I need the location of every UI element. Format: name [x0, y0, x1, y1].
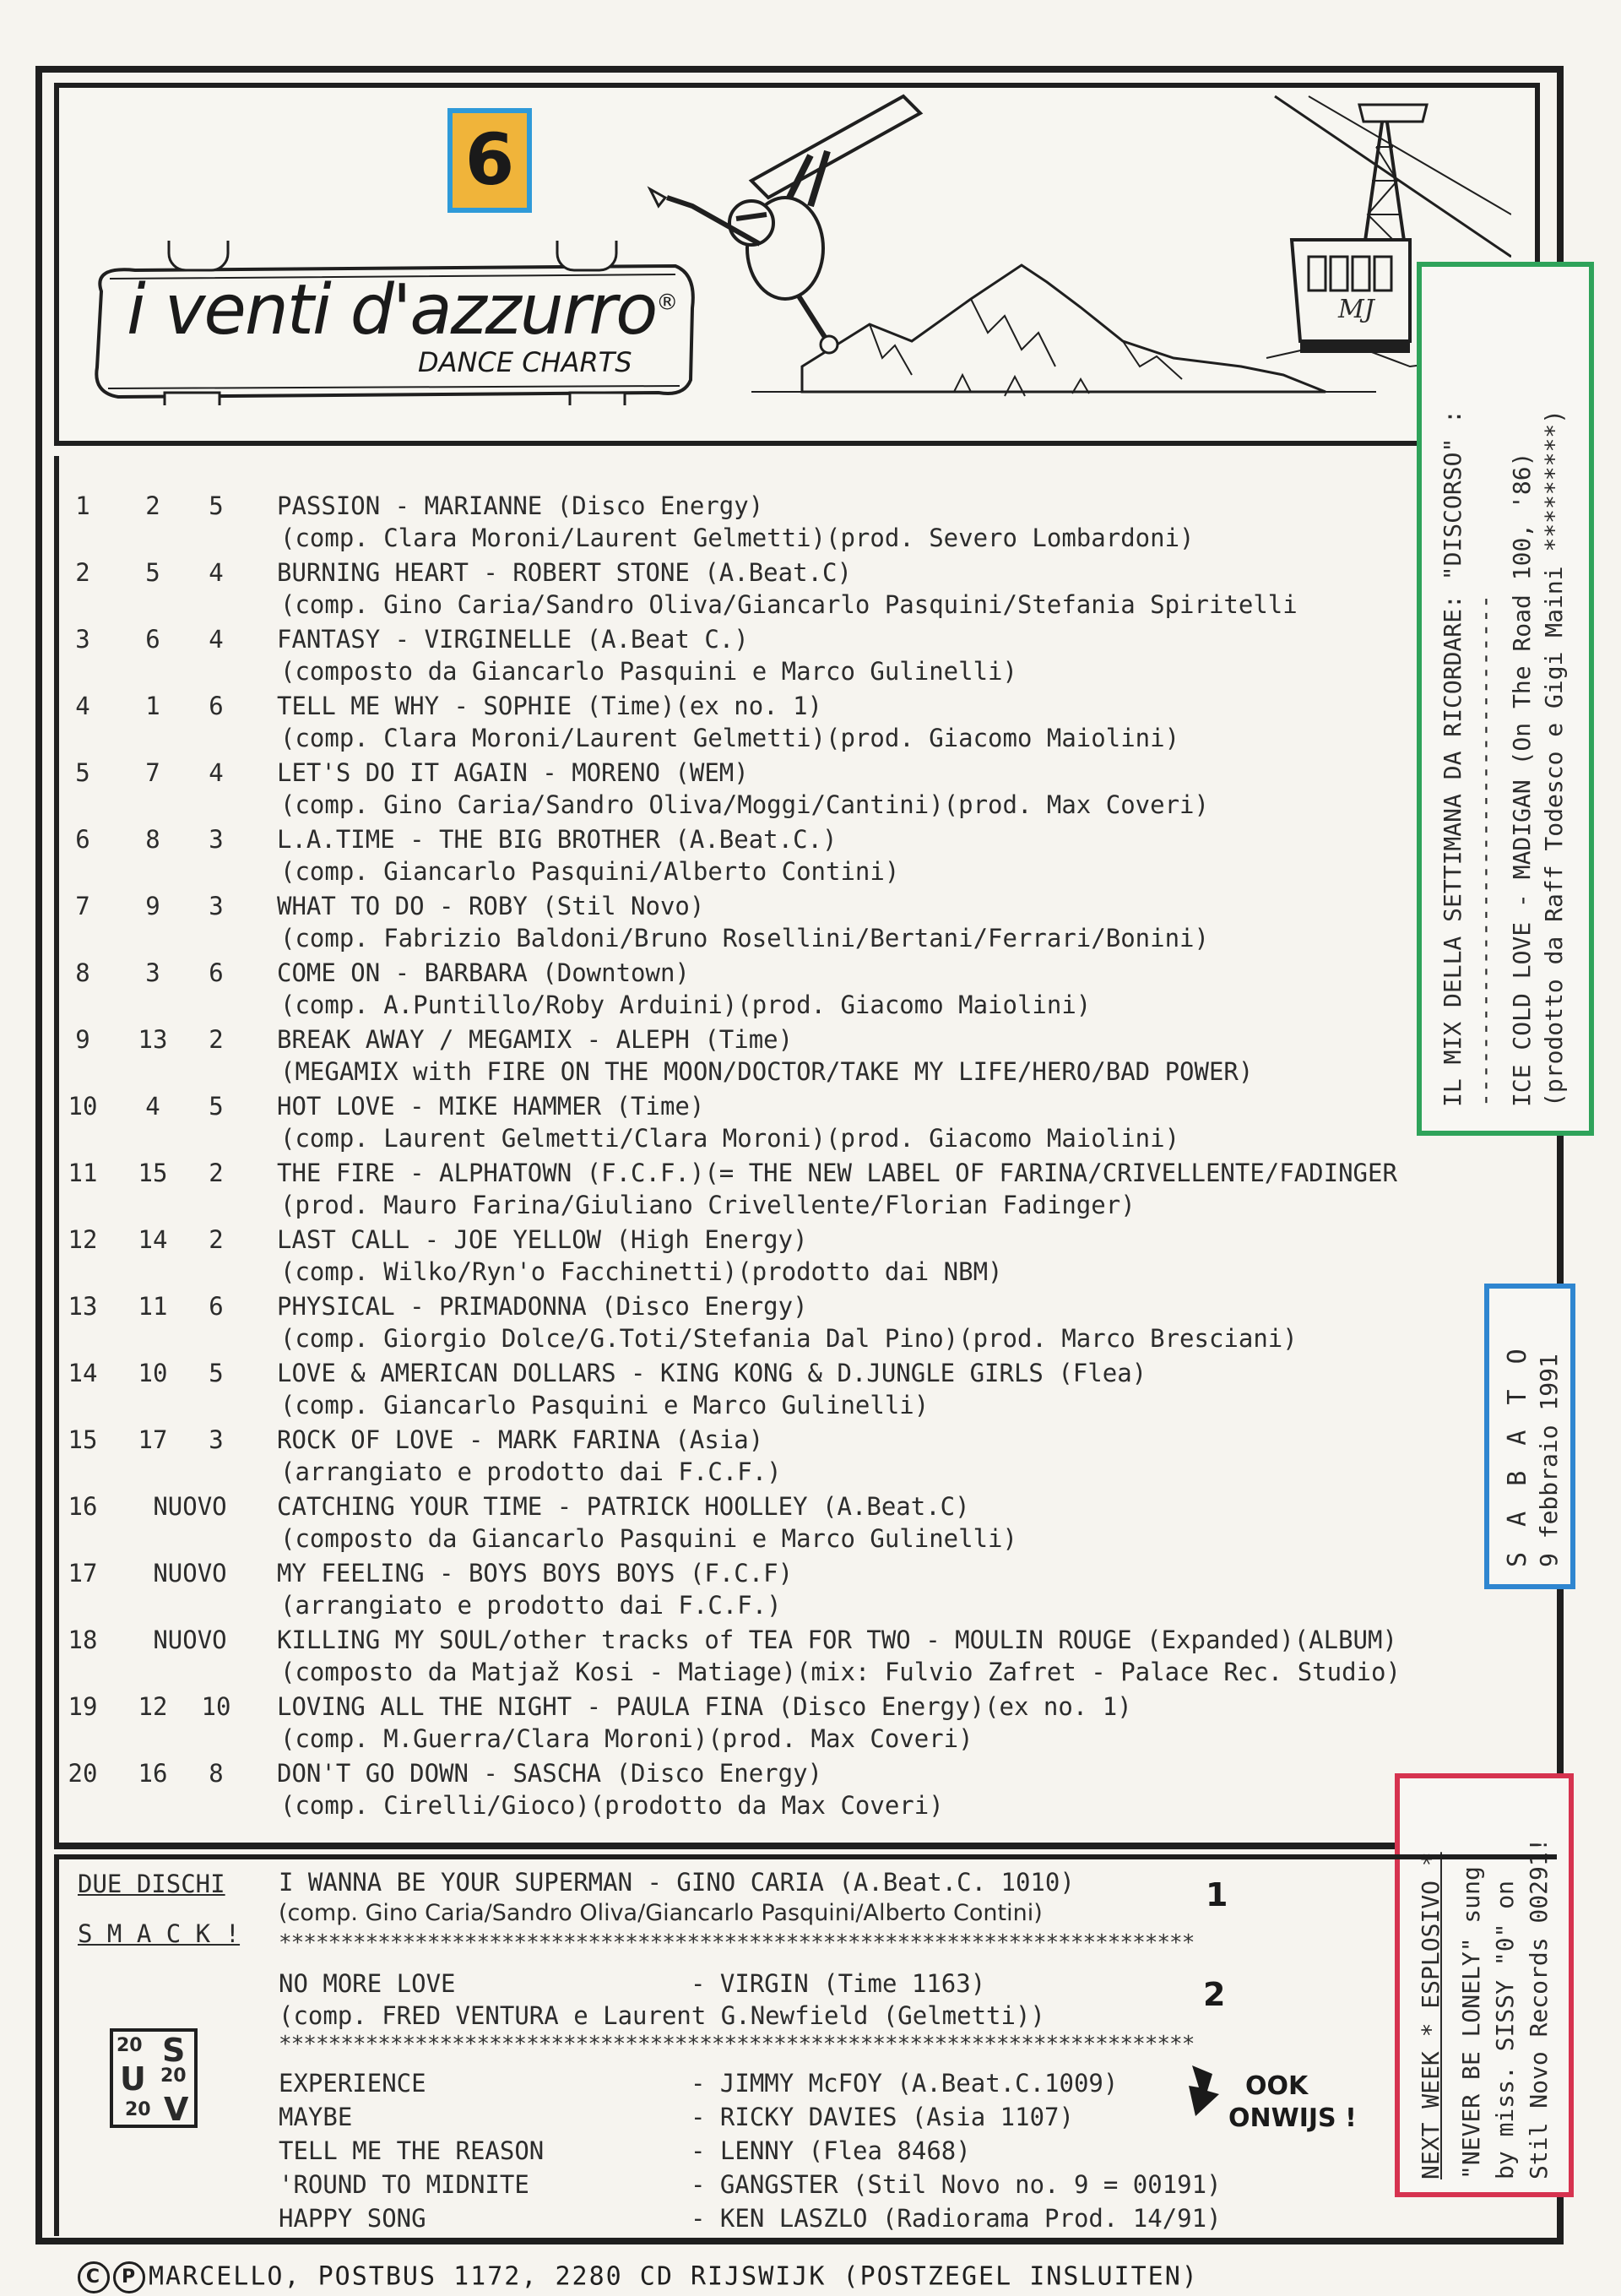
- chart-previous-position: 5: [145, 558, 160, 587]
- chart-new-entry: NUOVO: [153, 1559, 227, 1588]
- chart-previous-position: 11: [138, 1292, 168, 1321]
- chart-title: PASSION - MARIANNE (Disco Energy): [277, 491, 764, 520]
- chart-previous-position: 16: [138, 1759, 168, 1788]
- chart-position: 12: [68, 1225, 98, 1254]
- chart-credits: (arrangiato e prodotto dai F.C.F.): [280, 1457, 782, 1486]
- chart-title: CATCHING YOUR TIME - PATRICK HOOLLEY (A.Beat.C): [277, 1492, 970, 1521]
- arrow-icon: [1184, 2065, 1221, 2116]
- chart-position: 9: [75, 1025, 90, 1054]
- chart-position: 1: [75, 491, 90, 520]
- other-release-title: HAPPY SONG: [279, 2204, 426, 2233]
- chart-title: BURNING HEART - ROBERT STONE (A.Beat.C): [277, 558, 852, 587]
- smack2-artist: - VIRGIN (Time 1163): [691, 1969, 986, 1998]
- other-release-title: TELL ME THE REASON: [279, 2136, 545, 2165]
- chart-previous-position: 13: [138, 1025, 168, 1054]
- chart-position: 18: [68, 1626, 98, 1654]
- smack1-number: 1: [1206, 1876, 1228, 1913]
- chart-credits: (arrangiato e prodotto dai F.C.F.): [280, 1591, 782, 1620]
- chart-title: PHYSICAL - PRIMADONNA (Disco Energy): [277, 1292, 808, 1321]
- other-release-artist: - LENNY (Flea 8468): [691, 2136, 971, 2165]
- chart-credits: (comp. Gino Caria/Sandro Oliva/Giancarlo Pasquini/Stefania Spiritelli: [280, 590, 1298, 619]
- next-week-artist: by miss. SISSY "0" on: [1491, 1880, 1519, 2179]
- chart-previous-position: 9: [145, 892, 160, 920]
- mix-track: ICE COLD LOVE - MADIGAN (On The Road 100, '86): [1508, 452, 1536, 1107]
- chart-credits: (comp. M.Guerra/Clara Moroni)(prod. Max Coveri): [280, 1724, 973, 1753]
- smack-label: S M A C K !: [78, 1919, 241, 1948]
- chart-weeks: 6: [209, 692, 224, 720]
- next-week-heading: NEXT WEEK * ESPLOSIVO *: [1417, 1852, 1445, 2179]
- chart-title: LAST CALL - JOE YELLOW (High Energy): [277, 1225, 808, 1254]
- chart-weeks: 5: [209, 491, 224, 520]
- chart-credits: (comp. Giancarlo Pasquini e Marco Gulinelli): [280, 1391, 930, 1419]
- chart-position: 7: [75, 892, 90, 920]
- chart-previous-position: 12: [138, 1692, 168, 1721]
- chart-credits: (comp. Laurent Gelmetti/Clara Moroni)(prod. Giacomo Maiolini): [280, 1124, 1180, 1153]
- ook-line-1: OOK: [1245, 2071, 1309, 2101]
- chart-weeks: 6: [209, 1292, 224, 1321]
- chart-title: DON'T GO DOWN - SASCHA (Disco Energy): [277, 1759, 823, 1788]
- chart-title: KILLING MY SOUL/other tracks of TEA FOR TWO - MOULIN ROUGE (Expanded)(ALBUM): [277, 1626, 1397, 1654]
- chart-credits: (comp. Clara Moroni/Laurent Gelmetti)(prod. Giacomo Maiolini): [280, 724, 1180, 752]
- mix-divider: ------------------------------------: [1471, 594, 1499, 1107]
- chart-credits: (composto da Giancarlo Pasquini e Marco Gulinelli): [280, 1524, 1017, 1553]
- date-weekday: S A B A T O: [1503, 1343, 1532, 1567]
- chart-position: 20: [68, 1759, 98, 1788]
- chart-weeks: 2: [209, 1225, 224, 1254]
- chart-position: 15: [68, 1425, 98, 1454]
- chart-credits: (comp. A.Puntillo/Roby Arduini)(prod. Giacomo Maiolini): [280, 991, 1092, 1019]
- chart-previous-position: 8: [145, 825, 160, 854]
- footer-address: MARCELLO, POSTBUS 1172, 2280 CD RIJSWIJK (POSTZEGEL INSLUITEN): [149, 2261, 1199, 2292]
- chart-weeks: 3: [209, 825, 224, 854]
- logo-title: i venti d'azzurro®: [127, 270, 677, 350]
- mix-heading: IL MIX DELLA SETTIMANA DA RICORDARE: "DISCORSO" :: [1439, 409, 1466, 1107]
- copyright-icon: C: [78, 2261, 110, 2293]
- chart-new-entry: NUOVO: [153, 1626, 227, 1654]
- date-box: [1484, 1284, 1575, 1589]
- other-release-artist: - JIMMY McFOY (A.Beat.C.1009): [691, 2069, 1119, 2098]
- chart-title: LOVING ALL THE NIGHT - PAULA FINA (Disco Energy)(ex no. 1): [277, 1692, 1132, 1721]
- chart-position: 11: [68, 1159, 98, 1187]
- chart-title: FANTASY - VIRGINELLE (A.Beat C.): [277, 625, 749, 654]
- chart-position: 13: [68, 1292, 98, 1321]
- chart-title: ROCK OF LOVE - MARK FARINA (Asia): [277, 1425, 764, 1454]
- chart-previous-position: 3: [145, 958, 160, 987]
- date-day: 9 febbraio 1991: [1535, 1354, 1563, 1567]
- logo-subtitle: DANCE CHARTS: [418, 346, 632, 378]
- smack2-title: NO MORE LOVE: [279, 1969, 456, 1998]
- next-week-title: "NEVER BE LONELY" sung: [1457, 1866, 1485, 2179]
- chart-position: 17: [68, 1559, 98, 1588]
- ook-onwijs-label: [1228, 2071, 1357, 2135]
- chart-weeks: 8: [209, 1759, 224, 1788]
- due-dischi-label: DUE DISCHI: [78, 1870, 225, 1898]
- chart-weeks: 5: [209, 1092, 224, 1121]
- chart-position: 6: [75, 825, 90, 854]
- chart-weeks: 4: [209, 758, 224, 787]
- chart-previous-position: 17: [138, 1425, 168, 1454]
- smack2-credits: (comp. FRED VENTURA e Laurent G.Newfield (Gelmetti)): [279, 2001, 1045, 2030]
- chart-previous-position: 6: [145, 625, 160, 654]
- chart-position: 19: [68, 1692, 98, 1721]
- mix-of-week-box: [1417, 262, 1594, 1136]
- chart-previous-position: 10: [138, 1359, 168, 1387]
- issue-number-badge: 6: [447, 108, 532, 213]
- chart-title: BREAK AWAY / MEGAMIX - ALEPH (Time): [277, 1025, 794, 1054]
- chart-position: 5: [75, 758, 90, 787]
- chart-credits: (comp. Wilko/Ryn'o Facchinetti)(prodotto dai NBM): [280, 1257, 1003, 1286]
- chart-position: 3: [75, 625, 90, 654]
- other-release-title: EXPERIENCE: [279, 2069, 426, 2098]
- chart-title: LET'S DO IT AGAIN - MORENO (WEM): [277, 758, 749, 787]
- chart-title: WHAT TO DO - ROBY (Stil Novo): [277, 892, 705, 920]
- chart-credits: (composto da Giancarlo Pasquini e Marco Gulinelli): [280, 657, 1017, 686]
- cable-car-initials: MJ: [1338, 295, 1374, 324]
- chart-previous-position: 7: [145, 758, 160, 787]
- chart-credits: (comp. Clara Moroni/Laurent Gelmetti)(prod. Severo Lombardoni): [280, 524, 1195, 552]
- chart-title: LOVE & AMERICAN DOLLARS - KING KONG & D.JUNGLE GIRLS (Flea): [277, 1359, 1147, 1387]
- chart-title: THE FIRE - ALPHATOWN (F.C.F.)(= THE NEW LABEL OF FARINA/CRIVELLENTE/FADINGER: [277, 1159, 1397, 1187]
- chart-position: 16: [68, 1492, 98, 1521]
- other-release-title: 'ROUND TO MIDNITE: [279, 2170, 529, 2199]
- stars-divider-1: **************************************************************************: [279, 1930, 1195, 1956]
- phonogram-icon: P: [113, 2261, 145, 2293]
- chart-position: 4: [75, 692, 90, 720]
- chart-credits: (comp. Gino Caria/Sandro Oliva/Moggi/Cantini)(prod. Max Coveri): [280, 790, 1209, 819]
- chart-weeks: 10: [201, 1692, 231, 1721]
- other-release-title: MAYBE: [279, 2103, 353, 2131]
- chart-credits: (prod. Mauro Farina/Giuliano Crivellente/Florian Fadinger): [280, 1191, 1136, 1219]
- next-week-label: Stil Novo Records 00291!: [1525, 1837, 1553, 2179]
- chart-previous-position: 15: [138, 1159, 168, 1187]
- chart-previous-position: 1: [145, 692, 160, 720]
- chart-weeks: 2: [209, 1159, 224, 1187]
- chart-weeks: 3: [209, 892, 224, 920]
- chart-credits: (comp. Fabrizio Baldoni/Bruno Rosellini/Bertani/Ferrari/Bonini): [280, 924, 1209, 953]
- chart-position: 8: [75, 958, 90, 987]
- chart-credits: (comp. Giancarlo Pasquini/Alberto Contini): [280, 857, 900, 886]
- chart-credits: (MEGAMIX with FIRE ON THE MOON/DOCTOR/TAKE MY LIFE/HERO/BAD POWER): [280, 1057, 1254, 1086]
- smack2-number: 2: [1203, 1976, 1226, 2013]
- chart-previous-position: 4: [145, 1092, 160, 1121]
- logo-stamp: 20 S U 20 20 V: [110, 2028, 198, 2128]
- chart-weeks: 2: [209, 1025, 224, 1054]
- chart-position: 10: [68, 1092, 98, 1121]
- chart-position: 2: [75, 558, 90, 587]
- other-release-artist: - GANGSTER (Stil Novo no. 9 = 00191): [691, 2170, 1222, 2199]
- chart-previous-position: 14: [138, 1225, 168, 1254]
- chart-new-entry: NUOVO: [153, 1492, 227, 1521]
- chart-credits: (comp. Cirelli/Gioco)(prodotto da Max Coveri): [280, 1791, 944, 1820]
- chart-credits: (comp. Giorgio Dolce/G.Toti/Stefania Dal Pino)(prod. Marco Bresciani): [280, 1324, 1298, 1353]
- chart-weeks: 4: [209, 625, 224, 654]
- smack1-credits: (comp. Gino Caria/Sandro Oliva/Giancarlo Pasquini/Alberto Contini): [279, 1900, 1043, 1926]
- smack1-title: I WANNA BE YOUR SUPERMAN - GINO CARIA (A.Beat.C. 1010): [279, 1868, 1075, 1897]
- ook-line-2: ONWIJS !: [1228, 2103, 1357, 2133]
- chart-credits: (composto da Matjaž Kosi - Matiage)(mix: Fulvio Zafret - Palace Rec. Studio): [280, 1658, 1401, 1686]
- other-release-artist: - RICKY DAVIES (Asia 1107): [691, 2103, 1074, 2131]
- other-release-artist: - KEN LASZLO (Radiorama Prod. 14/91): [691, 2204, 1222, 2233]
- chart-title: L.A.TIME - THE BIG BROTHER (A.Beat.C.): [277, 825, 838, 854]
- chart-weeks: 4: [209, 558, 224, 587]
- chart-title: TELL ME WHY - SOPHIE (Time)(ex no. 1): [277, 692, 823, 720]
- footer-address-line: [78, 2261, 1199, 2293]
- chart-weeks: 3: [209, 1425, 224, 1454]
- chart-previous-position: 2: [145, 491, 160, 520]
- chart-position: 14: [68, 1359, 98, 1387]
- chart-weeks: 5: [209, 1359, 224, 1387]
- chart-title: MY FEELING - BOYS BOYS BOYS (F.C.F): [277, 1559, 794, 1588]
- stars-divider-2: **************************************************************************: [279, 2032, 1195, 2057]
- chart-weeks: 6: [209, 958, 224, 987]
- mix-credits: (prodotto da Raff Todesco e Gigi Maini *********): [1540, 409, 1568, 1107]
- chart-title: COME ON - BARBARA (Downtown): [277, 958, 690, 987]
- chart-title: HOT LOVE - MIKE HAMMER (Time): [277, 1092, 705, 1121]
